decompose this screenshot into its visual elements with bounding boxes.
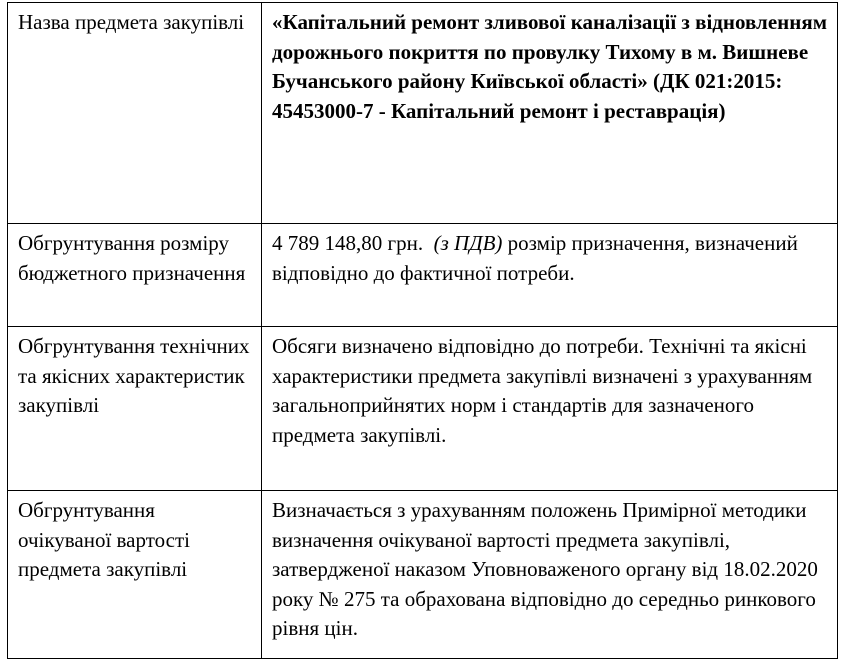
budget-amount: 4 789 148,80 грн. [272, 231, 424, 255]
row-value [262, 224, 838, 327]
technical-justification-text: Обсяги визначено відповідно до потреби. Технічні та якісні характеристики предмета закупівлі визначені з урахуванням загальноприйнятих норм і стандартів для зазначеного предмета закупівлі. [272, 334, 813, 447]
vat-note: (з ПДВ) [433, 231, 503, 255]
procurement-subject-label: Назва предмета закупівлі [18, 10, 245, 34]
expected-cost-text: Визначається з урахуванням положень Примірної методики визначення очікуваної вартості предмета закупівлі, затвердженої наказом Уповноваженого органу від 18.02.2020 року № 275 та обрахована відповідно до середньо ринкового рівня цін. [272, 498, 818, 640]
procurement-subject-value: «Капітальний ремонт зливової каналізації з відновленням дорожнього покриття по провулку Тихому в м. Вишневе Бучанського району Київської області» (ДК 021:2015: 45453000-7 - Капітальний ремонт і реставрація) [272, 10, 828, 123]
row-label [8, 491, 262, 659]
row-value [262, 3, 838, 224]
row-label [8, 224, 262, 327]
technical-justification-label: Обгрунтування технічних та якісних характеристик закупівлі [18, 334, 250, 417]
row-value [262, 327, 838, 491]
procurement-table [7, 2, 838, 659]
row-label [8, 327, 262, 491]
table-row [8, 491, 838, 659]
expected-cost-label: Обгрунтування очікуваної вартості предмета закупівлі [18, 498, 190, 581]
table-row [8, 327, 838, 491]
budget-justification-label: Обгрунтування розміру бюджетного призначення [18, 231, 246, 285]
budget-justification-text: розмір призначення, визначений відповідно до фактичної потреби. [272, 231, 798, 285]
row-label [8, 3, 262, 224]
table-row [8, 224, 838, 327]
table-row [8, 3, 838, 224]
row-value [262, 491, 838, 659]
